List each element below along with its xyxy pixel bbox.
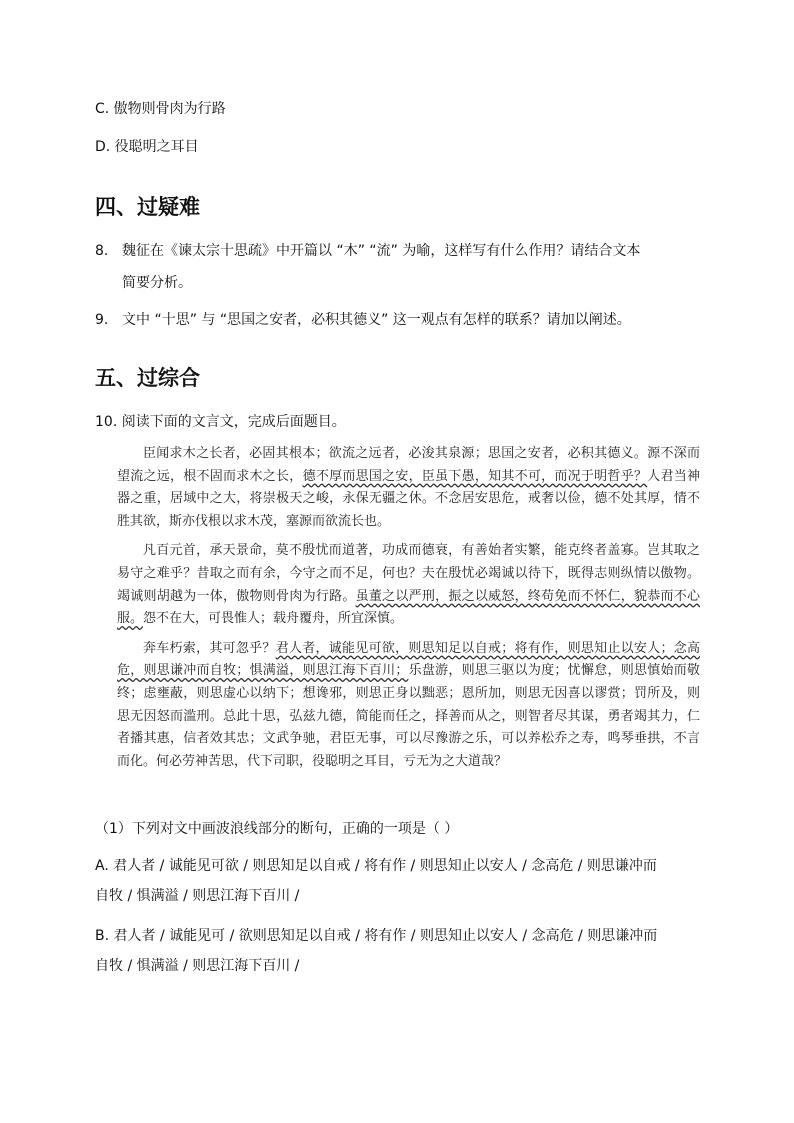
option-b-line-2: 自牧 / 惧满溢 / 则思江海下百川 / xyxy=(95,958,300,974)
passage-paragraph-3: 奔车朽索，其可忽乎？君人者，诚能见可欲，则思知足以自戒；将有作，则思知止以安人；念高危，则思谦冲而自牧；惧满溢，则思江海下百川；乐盘游，则思三驱以为度；忧懈怠，则思慎始而敬终；虑壅蔽，则思虚心以纳下；想谗邪，则思正身以黜恶；恩所加，则思无因喜以谬赏；罚所及，则思无因怒而滥刑。总此十思，弘兹九德，简能而任之，择善而从之，则智者尽其谋，勇者竭其力，仁者播其惠，信者效其忠；文武争驰，君臣无事，可以尽豫游之乐，可以养松乔之寿，鸣琴垂拱，不言而化。何必劳神苦思，代下司职，役聪明之耳目，亏无为之大道哉？ xyxy=(117,640,700,769)
option-c: C. 傲物则骨肉为行路 xyxy=(95,101,226,117)
passage-paragraph-2: 凡百元首，承天景命，莫不殷忧而道著，功成而德衰，有善始者实繁，能克终者盖寡。岂其取之易守之难乎？昔取之而有余，今守之而不足，何也？夫在殷忧必竭诚以待下，既得志则纵情以傲物。竭诚则胡越为一体，傲物则骨肉为行路。虽董之以严刑，振之以威怒，终苟免而不怀仁，貌恭而不心服。怨不在大，可畏惟人；载舟覆舟，所宜深慎。 xyxy=(117,543,700,627)
q8-line-2: 简要分析。 xyxy=(122,275,192,291)
q8-line-1: 魏征在《谏太宗十思疏》中开篇以 “木” “流” 为喻，这样写有什么作用？请结合文本 xyxy=(122,243,641,259)
section-4-title: 四、过疑难 xyxy=(95,195,200,219)
q10-intro: 10. 阅读下面的文言文，完成后面题目。 xyxy=(95,414,346,430)
wavy-underlined-text: 德不厚而思国之安，臣虽下愚，知其不可，而况于明哲乎？ xyxy=(302,468,648,484)
q9-number: 9. xyxy=(95,312,109,328)
option-b-line-1: B. 君人者 / 诚能见可 / 欲则思知足以自戒 / 将有作 / 则思知止以安人 / 念高危 / 则思谦冲而 xyxy=(95,928,658,944)
q10-sub-1: （1）下列对文中画波浪线部分的断句，正确的一项是（ ） xyxy=(95,821,459,837)
passage-paragraph-1: 臣闻求木之长者，必固其根本；欲流之远者，必浚其泉源；思国之安者，必积其德义。源不深而望流之远，根不固而求木之长，德不厚而思国之安，臣虽下愚，知其不可，而况于明哲乎？人君当神器之重，居域中之大，将崇极天之峻，永保无疆之休。不念居安思危，戒奢以俭，德不处其厚，情不胜其欲，斯亦伐根以求木茂，塞源而欲流长也。 xyxy=(117,446,700,529)
option-a-line-2: 自牧 / 惧满溢 / 则思江海下百川 / xyxy=(95,888,300,904)
wavy-underlined-text: 君人者，诚能见可欲，则思知足以自戒；将有作，则思知止以安人；念高危，则思谦冲而自牧；惧满溢，则思江海下百川； xyxy=(117,640,700,679)
section-5-title: 五、过综合 xyxy=(95,366,200,390)
q9-text: 文中 “十思” 与 “思国之安者，必积其德义” 这一观点有怎样的联系？请加以阐述。 xyxy=(122,312,631,328)
option-a-line-1: A. 君人者 / 诚能见可欲 / 则思知足以自戒 / 将有作 / 则思知止以安人 / 念高危 / 则思谦冲而 xyxy=(95,858,657,874)
wavy-underlined-text: 虽董之以严刑，振之以威怒，终苟免而不怀仁，貌恭而不心服。 xyxy=(117,588,700,627)
classical-passage xyxy=(117,443,700,780)
option-d: D. 役聪明之耳目 xyxy=(95,139,199,155)
q8-number: 8. xyxy=(95,243,109,259)
